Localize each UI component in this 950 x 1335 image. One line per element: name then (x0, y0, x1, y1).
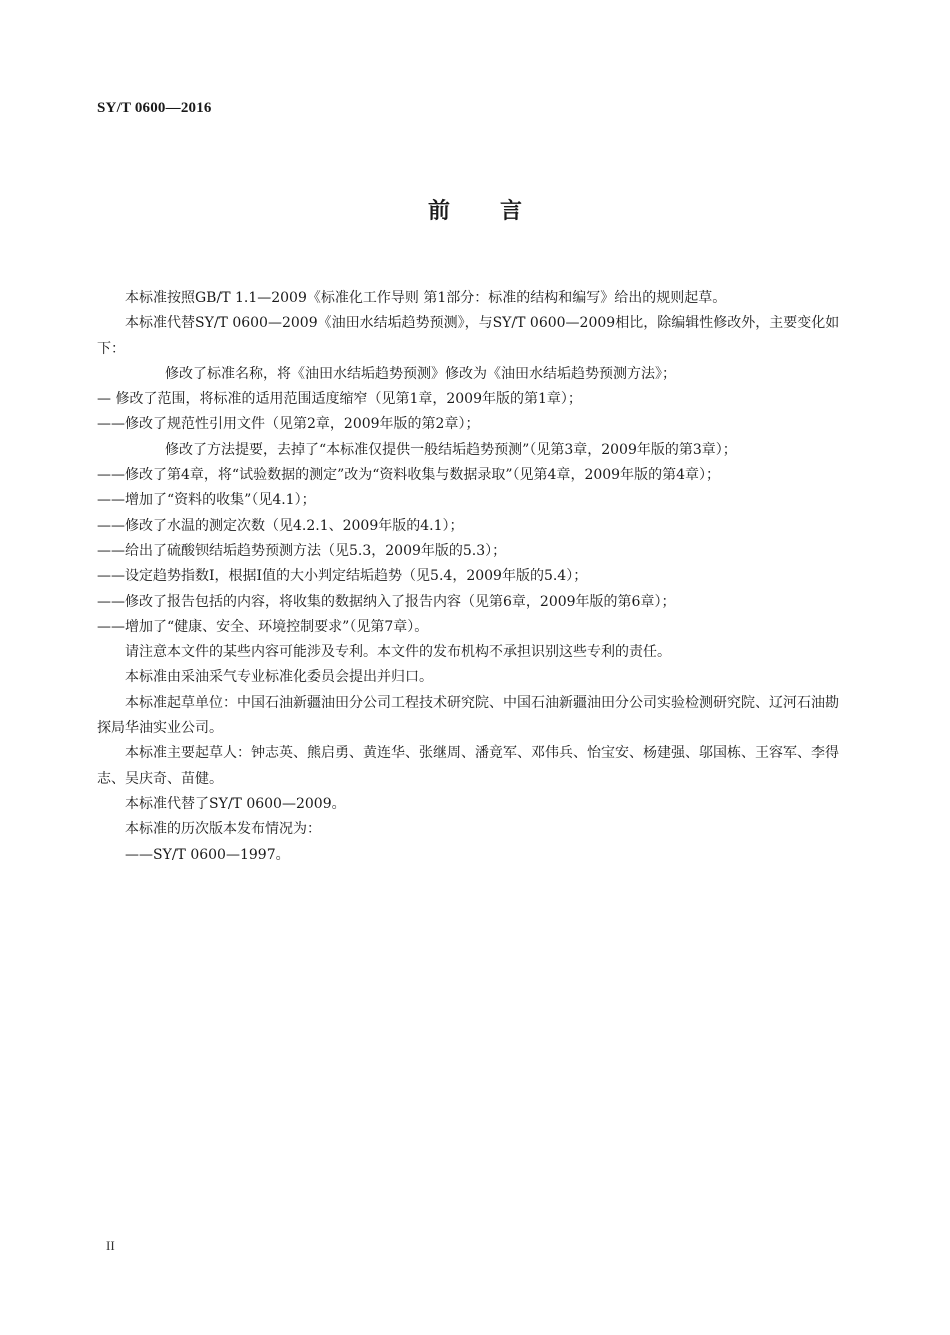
change-item: ——设定趋势指数I，根据I值的大小判定结垢趋势（见5.4，2009年版的5.4）； (97, 568, 588, 585)
paragraph-drafting-units: 本标准起草单位：中国石油新疆油田分公司工程技术研究院、中国石油新疆油田分公司实验检测研究院、辽河石油勘探局华油实业公司。 (97, 694, 839, 737)
paragraph-drafters: 本标准主要起草人：钟志英、熊启勇、黄连华、张继周、潘竟军、邓伟兵、怡宝安、杨建强、邬国栋、王容军、李得志、吴庆奇、苗健。 (97, 745, 839, 787)
change-item: ——增加了“健康、安全、环境控制要求”（见第7章）。 (97, 618, 429, 635)
page-number: II (106, 1238, 115, 1253)
paragraph-replaces: 本标准代替了SY/T 0600—2009。 (125, 795, 346, 812)
change-item: — 修改了范围，将标准的适用范围适度缩窄（见第1章，2009年版的第1章）； (97, 391, 582, 408)
change-item: 修改了标准名称，将《油田水结垢趋势预测》修改为《油田水结垢趋势预测方法》； (165, 365, 676, 382)
paragraph-drafting-rules: 本标准按照GB/T 1.1—2009《标准化工作导则 第1部分：标准的结构和编写》给出的规则起草。 (125, 290, 727, 306)
paragraph-proposer: 本标准由采油采气专业标准化委员会提出并归口。 (125, 669, 433, 686)
change-item: ——修改了规范性引用文件（见第2章，2009年版的第2章）； (97, 416, 480, 433)
change-item: ——修改了水温的测定次数（见4.2.1、2009年版的4.1）； (97, 517, 464, 534)
change-item: ——修改了报告包括的内容，将收集的数据纳入了报告内容（见第6章，2009年版的第6章）； (97, 593, 676, 610)
paragraph-history-intro: 本标准的历次版本发布情况为： (125, 821, 321, 838)
paragraph-history-item: ——SY/T 0600—1997。 (125, 846, 290, 863)
paragraph-replacement: 本标准代替SY/T 0600—2009《油田水结垢趋势预测》，与SY/T 0600—2009相比，除编辑性修改外，主要变化如下： (97, 315, 840, 357)
foreword-body (97, 286, 845, 868)
change-item: ——修改了第4章，将“试验数据的测定”改为“资料收集与数据录取”（见第4章，2009年版的第4章）； (97, 467, 720, 484)
change-item: ——增加了“资料的收集”（见4.1）； (97, 492, 316, 509)
paragraph-patent-notice: 请注意本文件的某些内容可能涉及专利。本文件的发布机构不承担识别这些专利的责任。 (125, 644, 671, 661)
change-item: 修改了方法提要，去掉了“本标准仅提供一般结垢趋势预测”（见第3章，2009年版的第3章）； (165, 441, 737, 458)
change-item: ——给出了硫酸钡结垢趋势预测方法（见5.3，2009年版的5.3）； (97, 542, 507, 559)
standard-code: SY/T 0600—2016 (97, 100, 212, 116)
page-title: 前言 (427, 199, 572, 224)
